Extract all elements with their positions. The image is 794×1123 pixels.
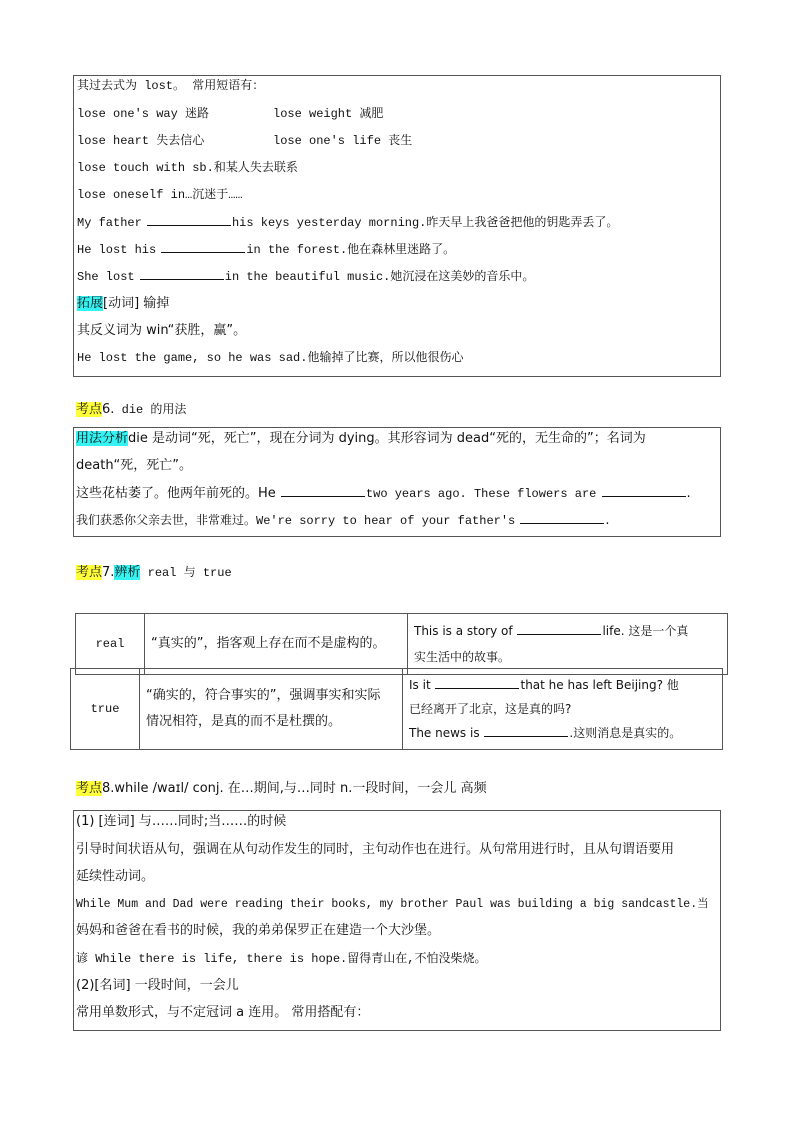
answer-blank[interactable] [602, 484, 686, 497]
example-cell: Is it that he has left Beijing? 他 已经离开了北京，这是真的吗? The news is .这则消息是真实的。 [403, 669, 723, 750]
answer-blank[interactable] [140, 267, 224, 280]
lose-notes-box [73, 75, 721, 377]
antonym-line: 其反义词为 win“获胜，赢”。 [77, 323, 247, 338]
section-7-heading: 考点7.辨析 real 与 true [76, 565, 232, 580]
example-sentence: My father his keys yesterday morning.昨天早上我爸爸把他的钥匙弄丢了。 [77, 213, 618, 233]
section-6-heading: 考点6. die 的用法 [76, 402, 187, 417]
meaning-cell: “确实的，符合事实的”，强调事实和实际 情况相符，是真的而不是杜撰的。 [140, 669, 403, 750]
answer-blank[interactable] [517, 622, 601, 635]
explanation-line: 引导时间状语从句，强调在从句动作发生的同时，主句动作也在进行。从句常用进行时，且从句谓语要用 [76, 842, 675, 857]
while-usage-box [73, 810, 721, 1031]
explanation-line: 延续性动词。 [76, 869, 155, 884]
extension-line: 拓展[动词] 输掉 [77, 296, 170, 311]
phrase-row: lose one's way 迷路 lose weight 减肥 [77, 107, 384, 121]
example-cell: This is a story of life. 这是一个真 实生活中的故事。 [408, 614, 728, 675]
real-row-table [75, 613, 728, 675]
past-tense-line: 其过去式为 lost。 常用短语有： [77, 79, 265, 93]
answer-blank[interactable] [281, 484, 365, 497]
word-cell: true [71, 669, 140, 750]
die-usage-box [73, 427, 721, 537]
example-translation: 妈妈和爸爸在看书的时候，我的弟弟保罗正在建造一个大沙堡。 [76, 923, 441, 938]
example-sentence: While Mum and Dad were reading their books, my brother Paul was building a big sandcastle.当 [76, 898, 709, 911]
answer-blank[interactable] [484, 724, 568, 737]
usage-analysis-line: 用法分析die 是动词“死，死亡”，现在分词为 dying。其形容词为 dead“死的，无生命的”；名词为 [76, 431, 646, 446]
subheading-line: (1) [连词] 与……同时;当……的时候 [76, 814, 287, 829]
extension-tag: 拓展 [77, 296, 104, 311]
subheading-line: (2)[名词] 一段时间，一会儿 [76, 978, 239, 993]
answer-blank[interactable] [147, 213, 231, 226]
example-sentence: He lost his in the forest.他在森林里迷路了。 [77, 240, 455, 260]
true-row-table [70, 668, 723, 750]
table-row [76, 614, 728, 675]
example-sentence: 这些花枯萎了。他两年前死的。He two years ago. These flowers are . [76, 486, 691, 501]
proverb-line: 谚 While there is life, there is hope.留得青山在,不怕没柴烧。 [76, 952, 487, 966]
meaning-cell: “真实的”，指客观上存在而不是虚构的。 [145, 614, 408, 675]
definition-line: death“死，死亡”。 [76, 458, 193, 473]
phrase-row: lose oneself in…沉迷于…… [77, 188, 243, 202]
answer-blank[interactable] [161, 240, 245, 253]
table-row [71, 669, 723, 750]
answer-blank[interactable] [435, 676, 519, 689]
example-sentence: He lost the game, so he was sad.他输掉了比赛，所以他很伤心 [77, 351, 464, 365]
section-8-heading: 考点8.while /waɪl/ conj. 在…期间,与…同时 n.一段时间，一会儿 高频 [76, 781, 487, 796]
explanation-line: 常用单数形式，与不定冠词 a 连用。 常用搭配有： [76, 1005, 370, 1020]
phrase-row: lose touch with sb.和某人失去联系 [77, 161, 298, 175]
usage-analysis-tag: 用法分析 [76, 431, 129, 446]
example-sentence: She lost in the beautiful music.她沉浸在这美妙的音乐中。 [77, 267, 534, 287]
phrase-row: lose heart 失去信心 lose one's life 丧生 [77, 134, 413, 148]
answer-blank[interactable] [520, 511, 604, 524]
word-cell: real [76, 614, 145, 675]
example-sentence: 我们获悉你父亲去世，非常难过。We're sorry to hear of your father's . [76, 513, 610, 528]
